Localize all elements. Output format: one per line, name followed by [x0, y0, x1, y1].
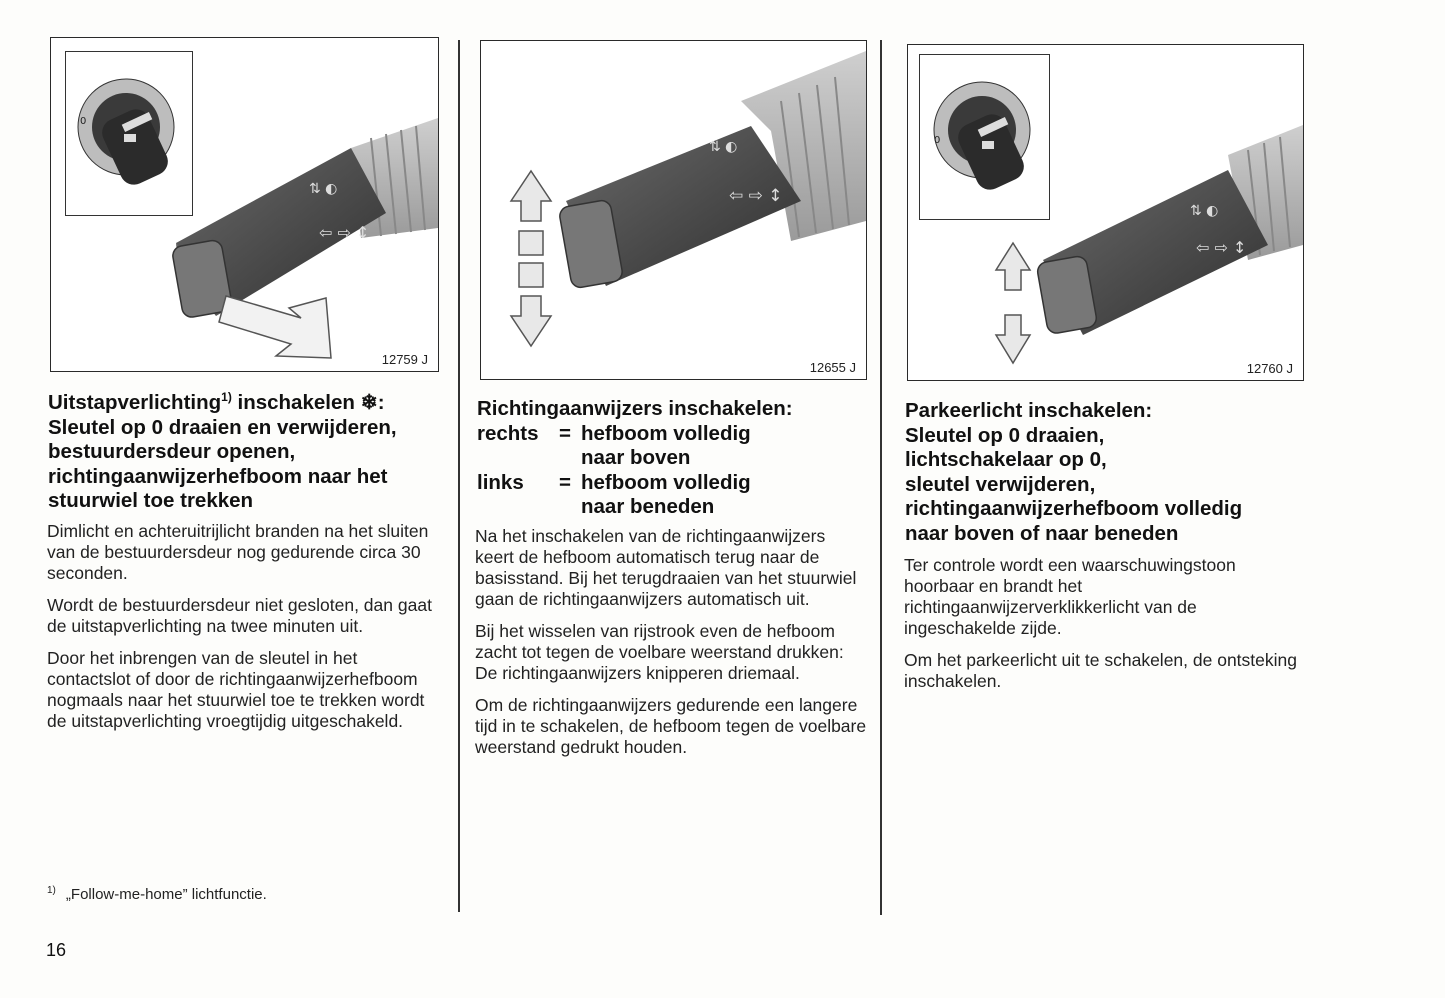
heading-rest: inschakelen ❄:: [231, 391, 385, 414]
body-text: [904, 555, 1299, 692]
row-value: naar boven: [581, 446, 691, 469]
column-divider-2: [880, 40, 882, 915]
paragraph: Bij het wisselen van rijstrook even de hefboom zacht tot tegen de voelbare weerstand drukken: De richtingaanwijzers knipperen driemaal.: [475, 621, 844, 683]
heading-title: Richtingaanwijzers inschakelen:: [477, 397, 793, 420]
ignition-key-icon: [66, 52, 192, 215]
paragraph: Door het inbrengen van de sleutel in het contactslot of door de richtingaanwijzerhefboom nogmaals naar het stuurwiel toe te trekken wordt de uitstapverlichting vroegtijdig uitgeschakeld.: [47, 648, 425, 731]
ignition-key-icon: [920, 55, 1049, 219]
heading-row: [477, 422, 867, 447]
row-value: naar beneden: [581, 495, 715, 518]
footnote-text: „Follow-me-home” lichtfunctie.: [65, 886, 267, 903]
figure-3: [907, 44, 1304, 381]
heading-line: richtingaanwijzerhefboom volledig: [905, 497, 1243, 520]
column-divider-1: [458, 40, 460, 912]
heading-title: Uitstapverlichting: [48, 391, 222, 414]
svg-text:0: 0: [934, 135, 941, 146]
lever-up-down-illustration: [481, 41, 866, 379]
heading-line: naar boven of naar beneden: [905, 521, 1179, 545]
body-text: [47, 521, 440, 732]
footnote: [47, 886, 267, 903]
svg-text:⇦ ⇨ ↕: ⇦ ⇨ ↕: [1196, 238, 1247, 257]
heading-row: [477, 446, 867, 471]
section-heading-parking-light: [905, 399, 1305, 546]
section-heading-turn-signals: [477, 397, 867, 520]
figure-2: [480, 40, 867, 380]
figure-number: 12655 J: [809, 360, 856, 375]
svg-text:0: 0: [80, 116, 87, 127]
svg-text:⇅ ◐: ⇅ ◐: [709, 139, 738, 155]
ignition-inset: [919, 54, 1050, 220]
paragraph: Dimlicht en achteruitrijlicht branden na het sluiten van de bestuurdersdeur nog gedurende circa 30 seconden.: [47, 521, 429, 583]
row-eq: =: [559, 470, 571, 494]
pull-toward-arrow-icon: [219, 296, 331, 358]
paragraph: Na het inschakelen van de richtingaanwijzers keert de hefboom automatisch terug naar de basisstand. Bij het terugdraaien van het stuurwiel gaan de richtingaanwijzers automatisch uit.: [475, 526, 857, 609]
row-key: rechts: [477, 421, 539, 445]
footnote-marker: 1): [221, 390, 232, 405]
up-down-arrow-icon: [511, 171, 551, 346]
row-key: [477, 495, 559, 520]
heading-line: stuurwiel toe trekken: [48, 489, 254, 512]
heading-line: Parkeerlicht inschakelen:: [905, 399, 1153, 422]
row-eq: [559, 446, 581, 471]
row-eq: [559, 495, 581, 520]
heading-line: lichtschakelaar op 0,: [905, 448, 1107, 471]
heading-line: sleutel verwijderen,: [905, 472, 1096, 496]
paragraph: Om het parkeerlicht uit te schakelen, de ontsteking inschakelen.: [904, 650, 1297, 691]
figure-number: 12759 J: [381, 352, 428, 367]
svg-text:⇅ ◐: ⇅ ◐: [1190, 203, 1219, 219]
body-text: [475, 526, 867, 758]
paragraph: Ter controle wordt een waarschuwingstoon hoorbaar en brandt het richtingaanwijzerverklikkerlicht van de ingeschakelde zijde.: [904, 555, 1236, 638]
heading-line: richtingaanwijzerhefboom naar het: [48, 464, 388, 488]
row-value: hefboom volledig: [581, 470, 751, 494]
row-key: [477, 446, 559, 471]
section-heading-follow-me-home: [48, 391, 448, 514]
figure-1: [50, 37, 439, 372]
row-value: hefboom volledig: [581, 421, 751, 445]
heading-line: Sleutel op 0 draaien en verwijderen,: [48, 415, 397, 439]
svg-text:⇦ ⇨ ↕: ⇦ ⇨ ↕: [319, 223, 370, 242]
heading-row: [477, 495, 867, 520]
heading-line: Sleutel op 0 draaien,: [905, 423, 1105, 447]
svg-text:⇅ ◐: ⇅ ◐: [309, 181, 338, 197]
svg-text:⇦ ⇨ ↕: ⇦ ⇨ ↕: [729, 186, 783, 206]
heading-line: bestuurdersdeur openen,: [48, 440, 296, 463]
row-key: links: [477, 470, 524, 494]
paragraph: Wordt de bestuurdersdeur niet gesloten, dan gaat de uitstapverlichting na twee minuten uit.: [47, 595, 432, 636]
figure-number: 12760 J: [1246, 361, 1293, 376]
row-eq: =: [559, 421, 571, 445]
page-number: 16: [46, 940, 67, 960]
ignition-inset: [65, 51, 193, 216]
paragraph: Om de richtingaanwijzers gedurende een langere tijd in te schakelen, de hefboom tegen de voelbare weerstand gedrukt houden.: [475, 695, 867, 757]
footnote-marker: 1): [47, 885, 56, 896]
heading-row: [477, 471, 867, 496]
up-down-arrow-icon: [996, 243, 1030, 363]
